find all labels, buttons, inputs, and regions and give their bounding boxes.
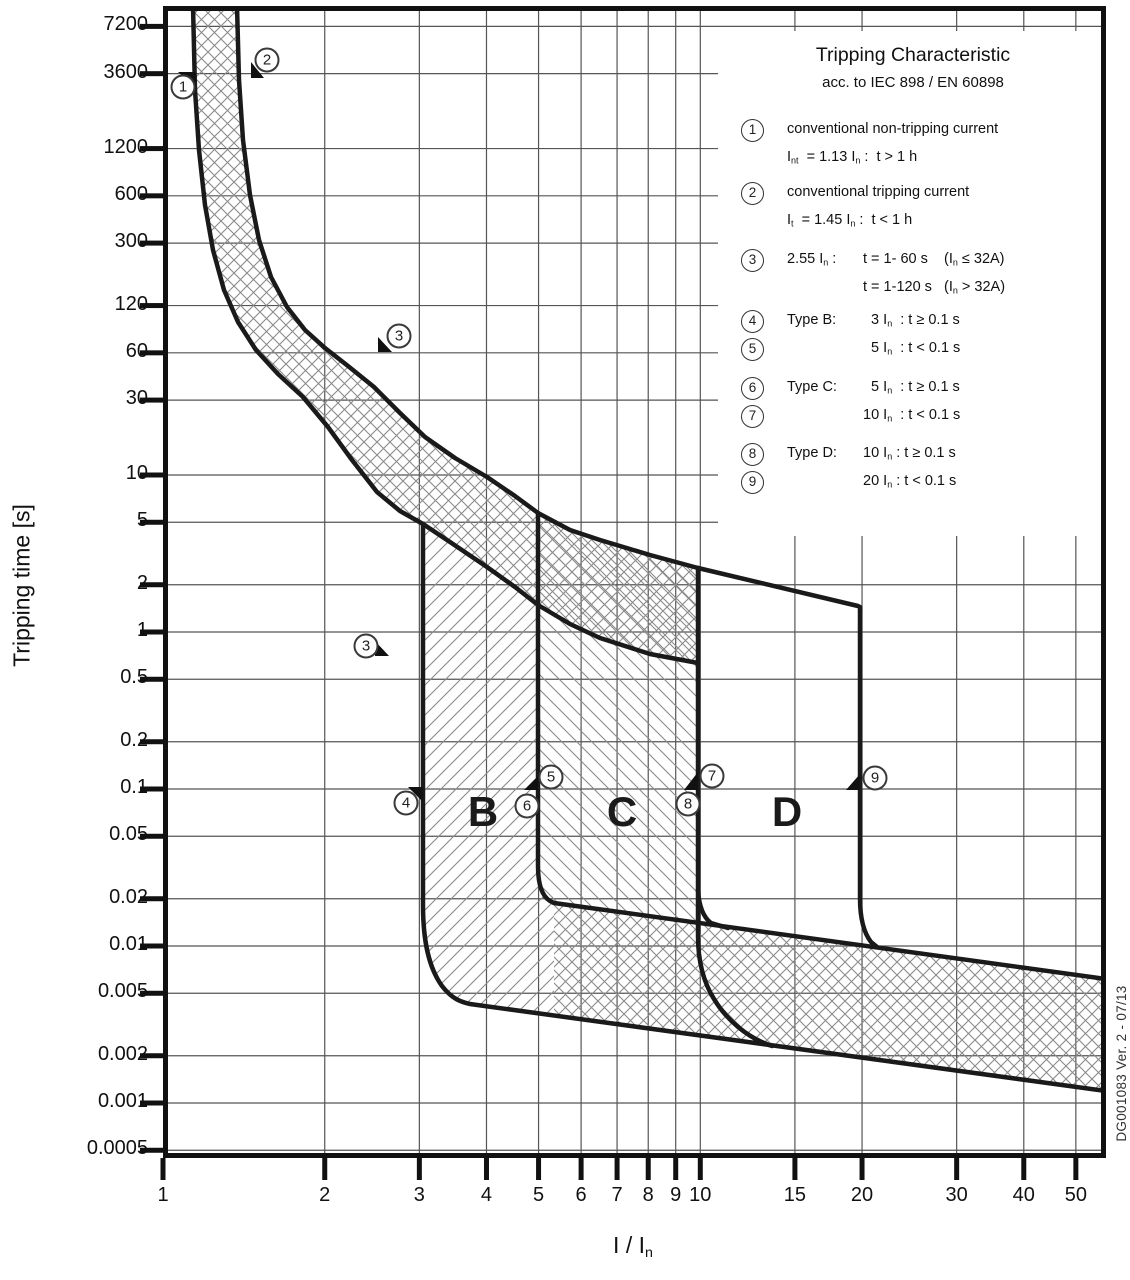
x-tick	[615, 1158, 620, 1180]
region-label-b: B	[467, 788, 499, 835]
x-tick-label: 4	[480, 1184, 493, 1206]
legend-item-type-c	[741, 379, 960, 434]
legend-text: 3 $I_n$ : t ≥ 0.1 s	[863, 312, 960, 329]
x-tick-label: 15	[783, 1184, 807, 1206]
legend-title: Tripping Characteristic	[815, 44, 1011, 66]
y-tick-label: 120	[114, 292, 148, 315]
curve-marker-8: 8	[676, 792, 701, 817]
y-tick-label: 0.01	[109, 933, 148, 955]
x-tick	[1021, 1158, 1026, 1180]
x-tick	[484, 1158, 489, 1180]
legend-item-2	[741, 184, 969, 239]
legend-num-3: 3	[741, 249, 764, 272]
legend-label: Type B:	[787, 312, 837, 328]
y-axis-title: Tripping time [s]	[8, 504, 35, 667]
curve-marker-5: 5	[539, 765, 564, 790]
curve-marker-6: 6	[515, 794, 540, 819]
x-tick	[646, 1158, 651, 1180]
curve-marker-3: 3	[354, 634, 379, 659]
legend-num-2: 2	[741, 182, 764, 205]
y-tick-label: 60	[125, 339, 148, 362]
x-tick-label: 2	[319, 1184, 331, 1206]
y-tick-label: 0.02	[109, 885, 148, 908]
x-tick-label: 8	[642, 1184, 654, 1206]
y-tick-label: 2	[136, 571, 148, 594]
x-tick-label: 40	[1012, 1184, 1035, 1206]
legend-num-7: 7	[741, 405, 764, 428]
x-tick-label: 7	[611, 1184, 623, 1206]
y-tick-label: 600	[114, 182, 148, 205]
curve-marker-3: 3	[387, 324, 412, 349]
legend-text: t = 1-120 s $(I_n > 32A)$	[863, 278, 1006, 296]
legend-num-6: 6	[741, 377, 764, 400]
curve-marker-2: 2	[255, 48, 280, 73]
legend-num-5: 5	[741, 338, 764, 361]
y-tick-label: 0.002	[97, 1042, 148, 1065]
legend-subtitle: acc. to IEC 898 / EN 60898	[822, 74, 1004, 91]
x-tick	[536, 1158, 541, 1180]
legend-text: $I_{nt} = 1.13$ $I_n$ : t > 1 h	[787, 148, 918, 166]
curve-marker-7: 7	[700, 764, 725, 789]
x-tick-label: 30	[945, 1184, 968, 1206]
x-tick	[1073, 1158, 1078, 1180]
legend-label: Type D:	[787, 445, 837, 461]
x-axis-title: I / $I_n$	[613, 1232, 653, 1261]
legend-text: conventional tripping current	[787, 184, 970, 200]
x-tick	[579, 1158, 584, 1180]
legend-text: 10 $I_n$ : t < 0.1 s	[863, 406, 961, 424]
legend-num-4: 4	[741, 310, 764, 333]
legend-num-8: 8	[741, 443, 764, 466]
y-tick-label: 3600	[103, 60, 148, 83]
region-label-d: D	[771, 788, 803, 835]
x-tick	[673, 1158, 678, 1180]
curve-marker-1: 1	[171, 75, 196, 100]
y-tick-label: 1	[136, 619, 148, 641]
x-tick-label: 20	[850, 1184, 874, 1206]
legend-item-1	[741, 121, 998, 176]
y-tick-label: 5	[136, 509, 148, 532]
x-tick-label: 9	[670, 1184, 682, 1206]
x-tick-label: 3	[413, 1184, 425, 1206]
y-tick-label: 0.5	[120, 666, 148, 689]
x-tick-label: 10	[689, 1184, 712, 1206]
legend-num-9: 9	[741, 471, 764, 494]
wedge-marker-9	[846, 774, 860, 790]
legend-label: Type C:	[787, 379, 837, 395]
x-tick-label: 50	[1064, 1184, 1087, 1206]
x-tick	[954, 1158, 959, 1180]
x-tick	[322, 1158, 327, 1180]
x-tick-label: 5	[532, 1184, 545, 1206]
x-tick-label: 6	[575, 1184, 587, 1206]
legend-text: 5 $I_n$ : t < 0.1 s	[863, 339, 961, 357]
y-tick-label: 1200	[103, 135, 148, 158]
x-tick	[792, 1158, 797, 1180]
legend-item-3	[741, 251, 1005, 306]
legend-item-type-d	[741, 445, 956, 500]
curve-type-d-upper	[698, 568, 877, 947]
y-tick-label: 0.2	[120, 728, 148, 751]
x-tick	[860, 1158, 865, 1180]
y-tick-label: 0.0005	[86, 1137, 148, 1160]
x-tick-label: 1	[157, 1184, 169, 1206]
legend-text: 5 $I_n$ : t ≥ 0.1 s	[863, 379, 960, 396]
y-tick-label: 7200	[103, 13, 148, 36]
legend-text: 20 $I_n$ : t < 0.1 s	[863, 472, 957, 490]
y-tick-label: 0.005	[97, 980, 148, 1003]
legend-text: 10 $I_n$ : t ≥ 0.1 s	[863, 445, 956, 462]
curve-marker-4: 4	[394, 791, 419, 816]
legend-num-1: 1	[741, 119, 764, 142]
x-tick	[417, 1158, 422, 1180]
y-tick-label: 0.1	[120, 776, 148, 798]
y-tick-label: 0.05	[109, 823, 148, 846]
legend-text: t = 1- 60 s $(I_n \le 32A)$	[863, 251, 1005, 268]
x-tick	[161, 1158, 166, 1180]
region-label-c: C	[606, 788, 638, 835]
legend-label: 2.55 $I_n$ :	[787, 251, 837, 268]
x-tick	[698, 1158, 703, 1180]
curve-marker-9: 9	[863, 766, 888, 791]
legend-item-type-b	[741, 312, 960, 367]
legend-text: conventional non-tripping current	[787, 121, 999, 137]
document-number: DG001083 Ver. 2 - 07/13	[1114, 985, 1129, 1142]
y-tick-label: 10	[125, 462, 148, 484]
y-tick-label: 300	[114, 230, 148, 253]
legend-text: $I_t = 1.45$ $I_n$ : t < 1 h	[787, 211, 913, 229]
y-tick-label: 0.001	[97, 1090, 148, 1112]
y-tick-label: 30	[125, 387, 148, 410]
